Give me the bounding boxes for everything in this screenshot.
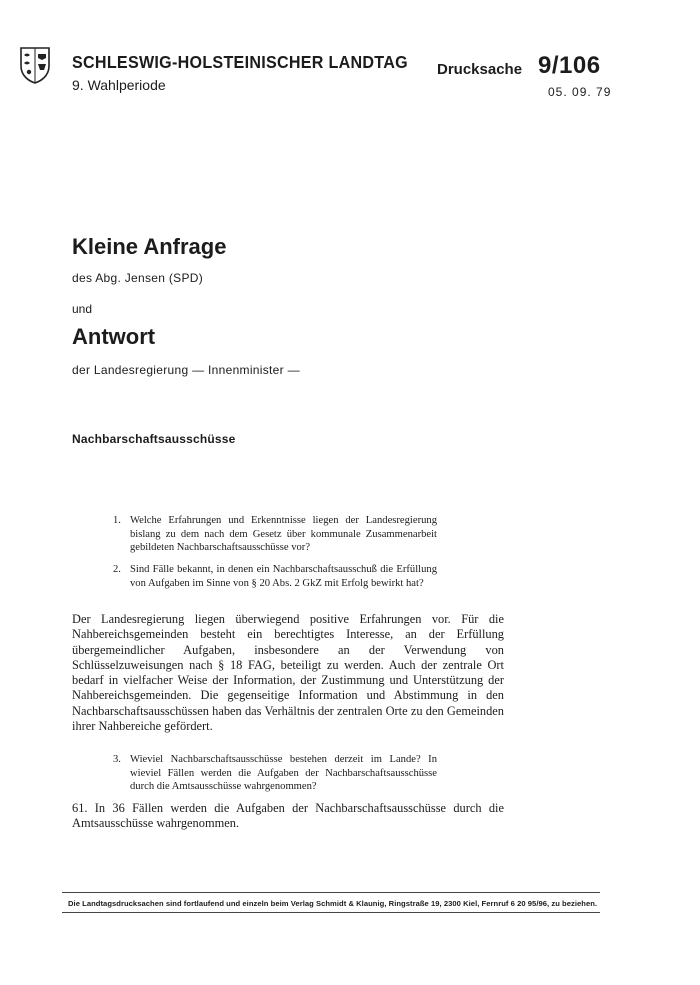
footer-note: Die Landtagsdrucksachen sind fortlaufend und einzeln beim Verlag Schmidt & Klaunig, Ringstraße 19, 2300 Kiel, Fernruf 6 20 95/96, zu beziehen. — [68, 899, 598, 908]
footer-rule-top — [62, 892, 600, 893]
conjunction: und — [72, 302, 93, 316]
question-number: 3. — [113, 754, 121, 765]
document-number: 9/106 — [538, 52, 601, 79]
topic-heading: Nachbarschaftsausschüsse — [72, 432, 236, 446]
inquiry-heading: Kleine Anfrage — [72, 234, 227, 259]
question-item — [113, 563, 437, 590]
question-number: 2. — [113, 564, 121, 575]
answer-paragraph: Der Landesregierung liegen überwiegend positive Erfahrungen vor. Für die Nahbereichsgemeinden besteht ein berechtigtes Interesse, an der Erfüllung übergemeindlicher Aufgaben, insbesondere an der Verwendung von Schlüsselzuweisungen nach § 18 FAG, beteiligt zu werden. Auch der zentrale Ort bedarf in vielfacher Weise der Information, der Zustimmung und Unterstützung der Nahbereichsgemeinden. Die gegenseitige Information und Abstimmung in den Nachbarschaftsausschüssen haben das Verhältnis der zentralen Orte zu den Gemeinden ihrer Nahbereiche gefördert. — [72, 612, 504, 734]
answer-heading: Antwort — [72, 324, 156, 349]
legislative-period: 9. Wahlperiode — [72, 77, 166, 93]
inquirer: des Abg. Jensen (SPD) — [72, 271, 204, 285]
organization-name: SCHLESWIG-HOLSTEINISCHER LANDTAG — [72, 52, 408, 72]
coat-of-arms-icon — [19, 46, 51, 84]
responder: der Landesregierung — Innenminister — — [72, 363, 300, 377]
question-item — [113, 514, 437, 555]
footer-rule-bottom — [62, 912, 600, 913]
question-text: Sind Fälle bekannt, in denen ein Nachbarschaftsausschuß die Erfüllung von Aufgaben im Sinne von § 20 Abs. 2 GkZ mit Erfolg bewirkt hat? — [130, 564, 437, 589]
question-text: Welche Erfahrungen und Erkenntnisse liegen der Landesregierung bislang zu dem nach dem Gesetz über kommunale Zusammenarbeit gebildeten Nachbarschaftsausschüsse vor? — [130, 515, 437, 553]
question-number: 1. — [113, 515, 121, 526]
answer-paragraph: 61. In 36 Fällen werden die Aufgaben der Nachbarschaftsausschüsse durch die Amtsausschüsse wahrgenommen. — [72, 801, 504, 831]
question-text: Wieviel Nachbarschaftsausschüsse bestehen derzeit im Lande? In wieviel Fällen werden die Aufgaben der Nachbarschaftsausschüsse durch die Amtsausschüsse wahrgenommen? — [130, 754, 437, 792]
question-item — [113, 753, 437, 794]
document-date: 05. 09. 79 — [548, 85, 612, 99]
document-label: Drucksache — [437, 61, 523, 78]
